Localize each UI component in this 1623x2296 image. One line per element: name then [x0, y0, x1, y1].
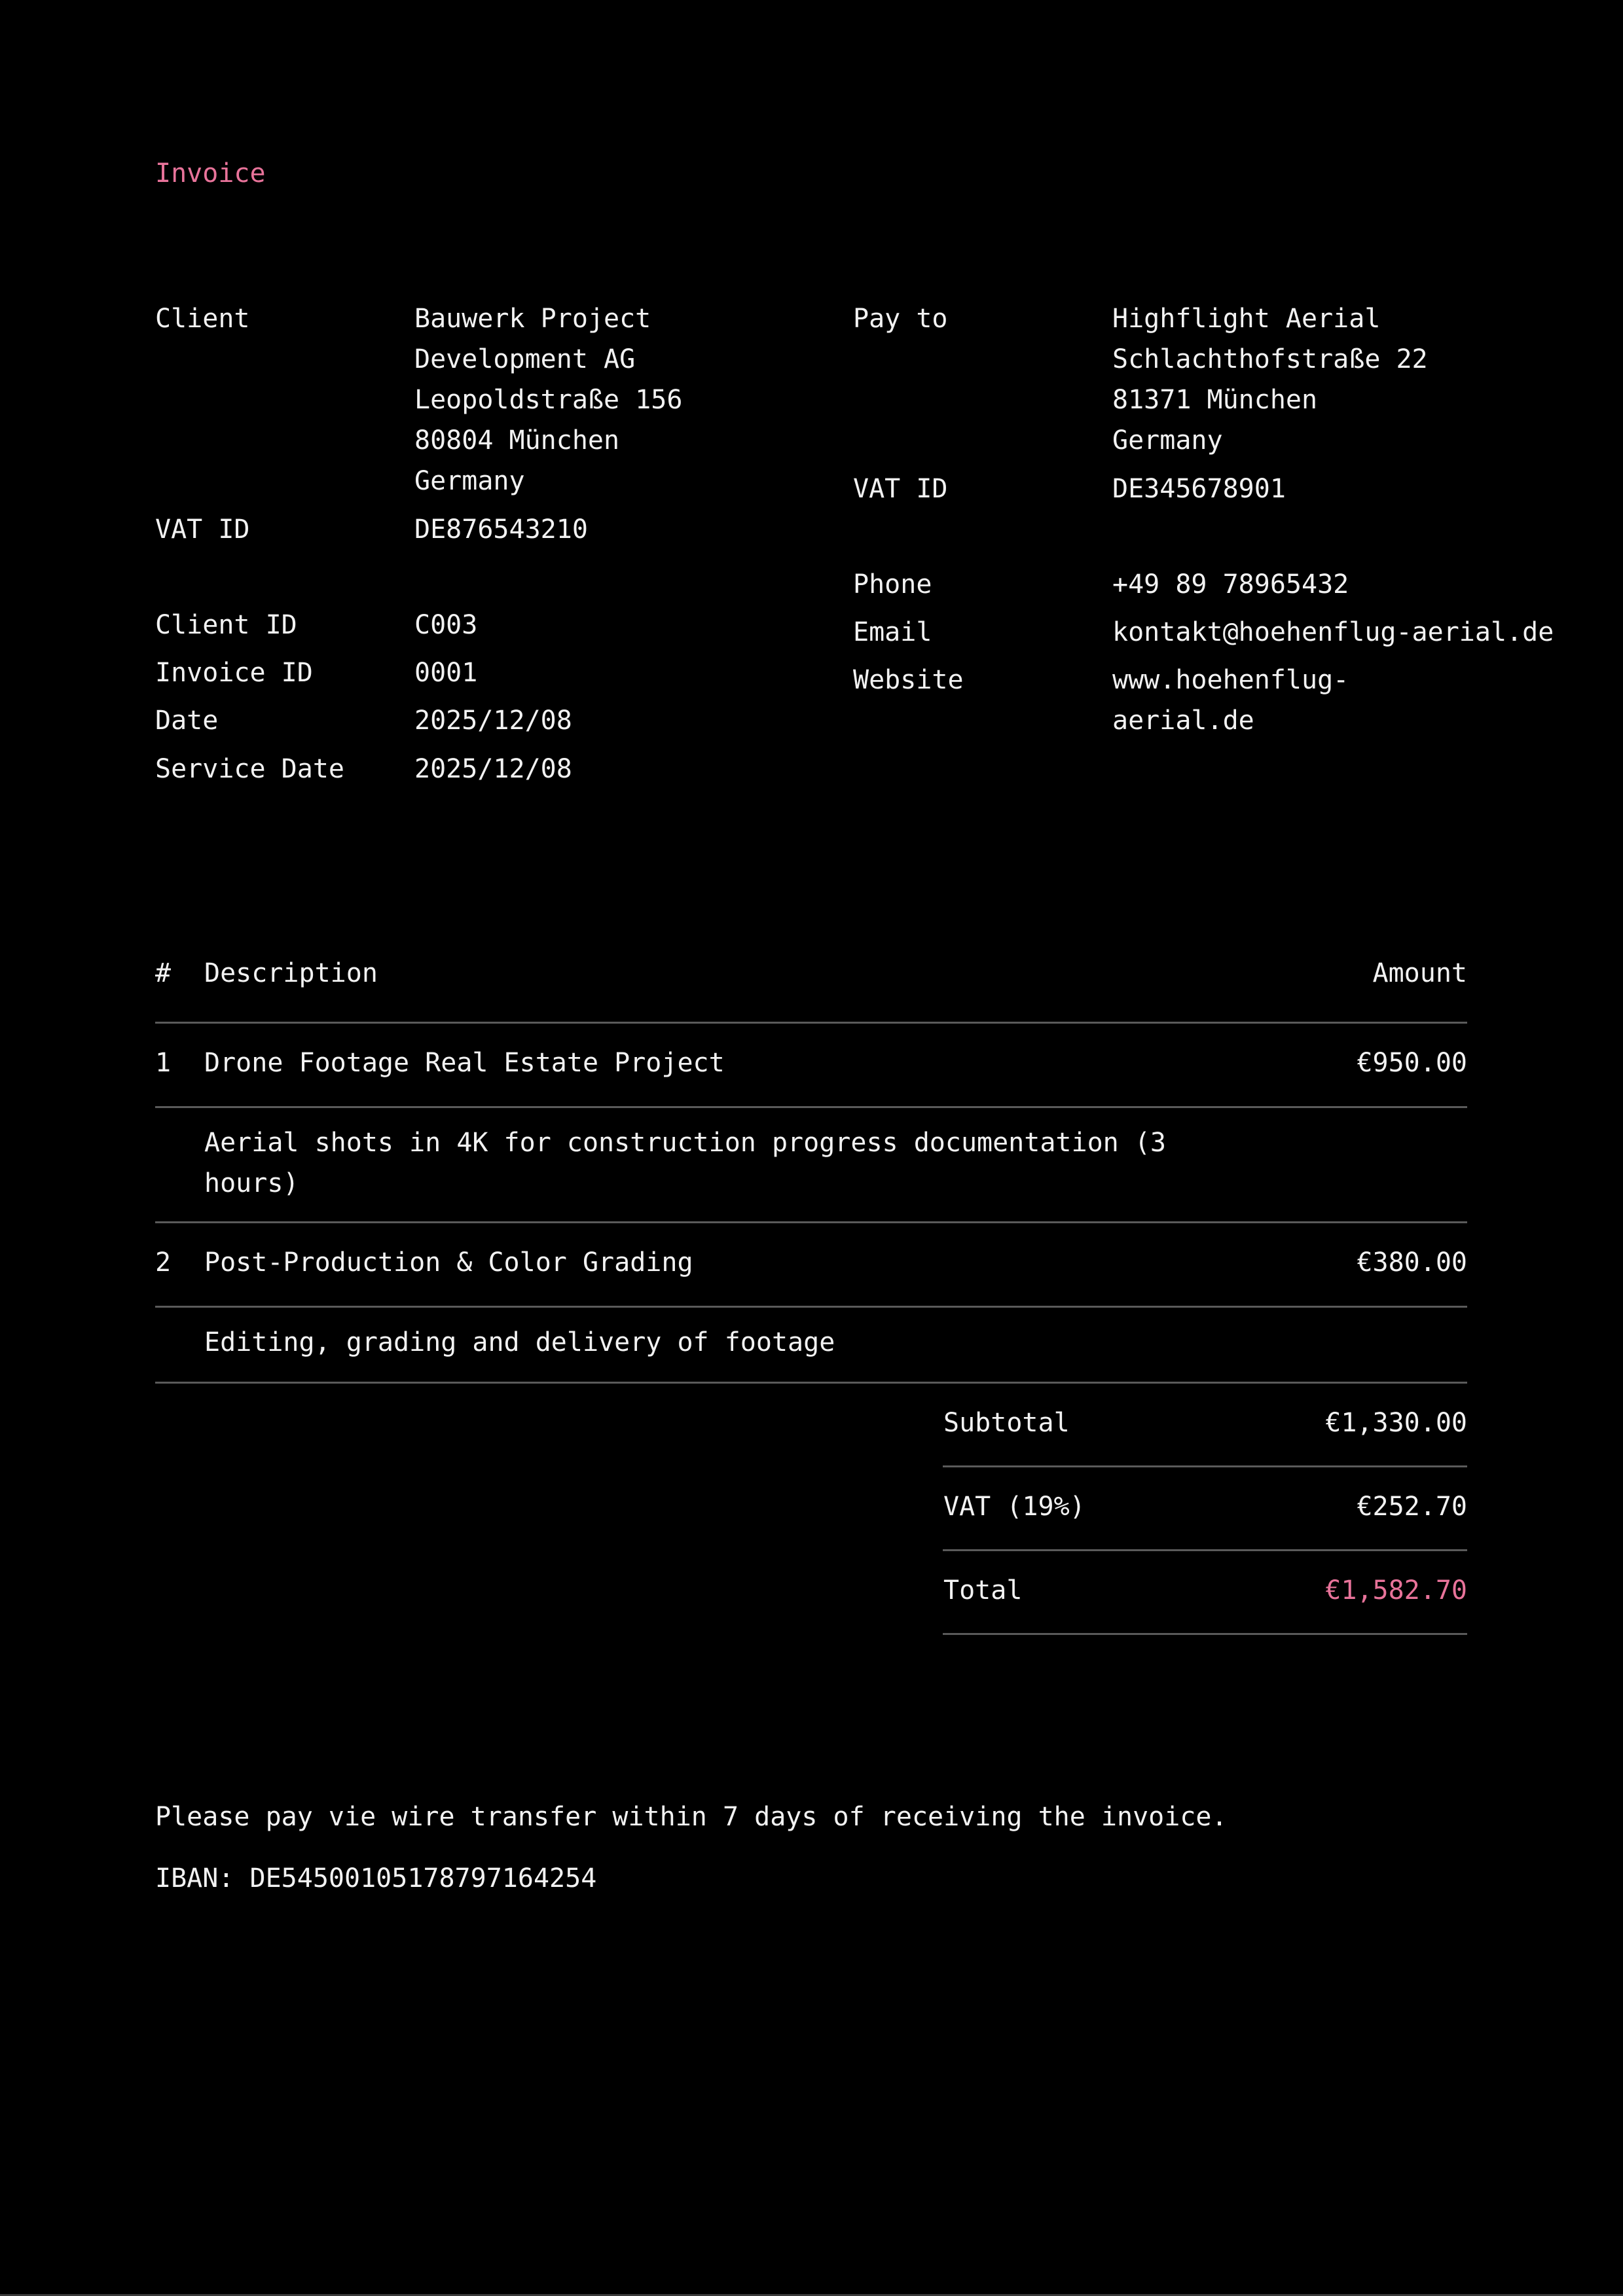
client-vat-label: VAT ID	[155, 514, 250, 545]
invoice-id-label: Invoice ID	[155, 658, 313, 688]
phone-value: +49 89 78965432	[1112, 569, 1349, 600]
item-detail-line1: Aerial shots in 4K for construction progress documentation (3	[204, 1128, 1167, 1158]
header-divider	[155, 1022, 1467, 1024]
service-date-label: Service Date	[155, 754, 344, 784]
phone-label: Phone	[853, 569, 932, 600]
table-bottom-divider	[155, 1382, 1467, 1384]
payment-note: Please pay vie wire transfer within 7 days of receiving the invoice.	[155, 1802, 1228, 1832]
vat-label: VAT (19%)	[943, 1492, 1085, 1522]
item-title: Post-Production & Color Grading	[204, 1247, 693, 1278]
client-label: Client	[155, 304, 250, 334]
website-label: Website	[853, 665, 964, 695]
totals-divider	[943, 1549, 1467, 1551]
client-country: Germany	[414, 466, 525, 496]
vat-value: €252.70	[1357, 1492, 1467, 1522]
date-label: Date	[155, 706, 219, 736]
website-line1: www.hoehenflug-	[1112, 665, 1349, 695]
client-city: 80804 München	[414, 425, 620, 456]
totals-divider	[943, 1633, 1467, 1635]
pay-to-street: Schlachthofstraße 22	[1112, 344, 1428, 374]
website-line2: aerial.de	[1112, 706, 1254, 736]
website-value[interactable]	[1112, 660, 1349, 741]
subtotal-value: €1,330.00	[1325, 1408, 1467, 1438]
iban: IBAN: DE54500105178797164254	[155, 1863, 597, 1893]
client-vat-id: DE876543210	[414, 514, 588, 545]
item-detail	[204, 1122, 1166, 1204]
item-detail-line2: hours)	[204, 1168, 299, 1198]
col-header-description: Description	[204, 958, 378, 988]
pay-to-country: Germany	[1112, 425, 1223, 456]
email-label: Email	[853, 617, 932, 647]
row-divider	[155, 1106, 1467, 1108]
invoice-title: Invoice	[155, 158, 266, 188]
pay-to-name: Highflight Aerial	[1112, 304, 1381, 334]
client-name-line1: Bauwerk Project	[414, 304, 651, 334]
client-id-value: C003	[414, 610, 478, 640]
row-divider	[155, 1306, 1467, 1308]
item-number: 2	[155, 1247, 172, 1278]
pay-to-address	[1112, 298, 1428, 461]
pay-to-label: Pay to	[853, 304, 948, 334]
pay-to-vat-label: VAT ID	[853, 474, 948, 504]
row-divider	[155, 1221, 1467, 1223]
client-address	[414, 298, 682, 501]
client-name-line2: Development AG	[414, 344, 636, 374]
client-street: Leopoldstraße 156	[414, 385, 683, 415]
date-value: 2025/12/08	[414, 706, 572, 736]
client-id-label: Client ID	[155, 610, 297, 640]
col-header-number: #	[155, 958, 172, 988]
item-number: 1	[155, 1048, 172, 1078]
total-value: €1,582.70	[1325, 1575, 1467, 1605]
totals-divider	[943, 1465, 1467, 1467]
col-header-amount: Amount	[1372, 958, 1467, 988]
total-label: Total	[943, 1575, 1023, 1605]
item-title: Drone Footage Real Estate Project	[204, 1048, 725, 1078]
item-amount: €950.00	[1357, 1048, 1467, 1078]
item-amount: €380.00	[1357, 1247, 1467, 1278]
pay-to-city: 81371 München	[1112, 385, 1318, 415]
service-date-value: 2025/12/08	[414, 754, 572, 784]
invoice-id-value: 0001	[414, 658, 478, 688]
pay-to-vat-id: DE345678901	[1112, 474, 1286, 504]
subtotal-label: Subtotal	[943, 1408, 1070, 1438]
email-value[interactable]: kontakt@hoehenflug-aerial.de	[1112, 617, 1554, 647]
item-detail: Editing, grading and delivery of footage	[204, 1327, 835, 1357]
